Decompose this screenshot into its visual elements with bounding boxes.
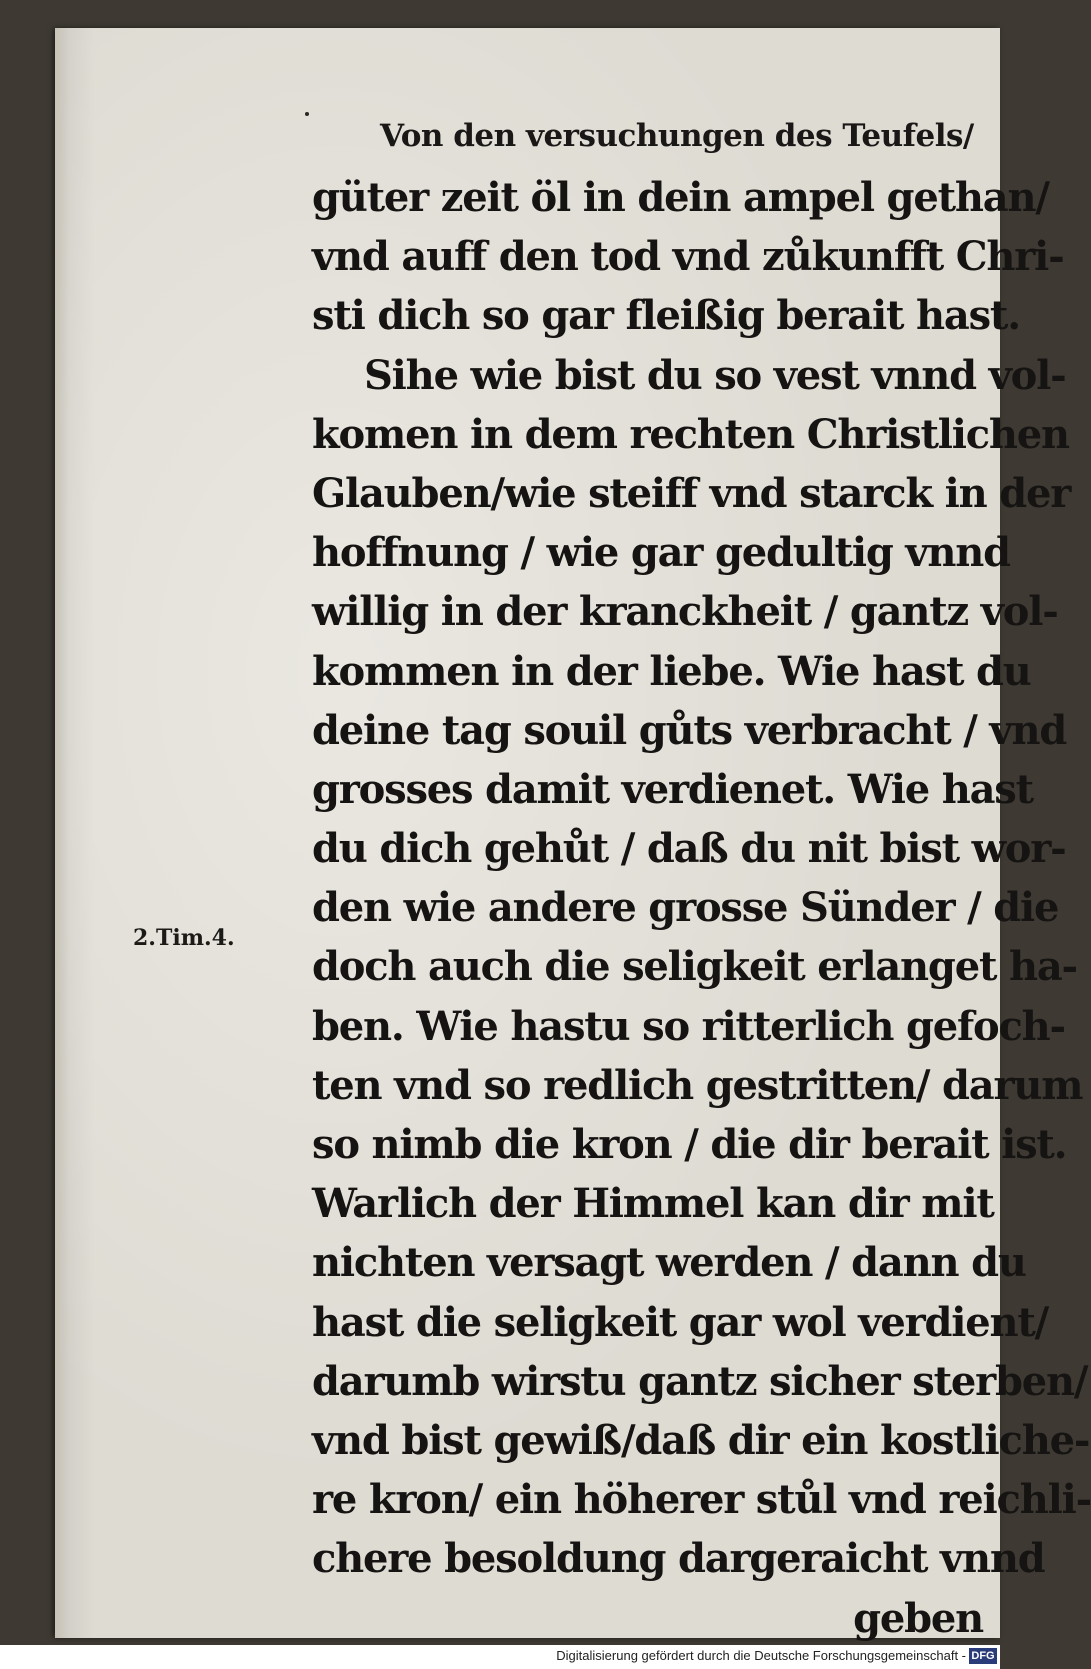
text-line: grosses damit verdienet. Wie hast: [312, 765, 1033, 813]
catchword: geben: [853, 1594, 983, 1642]
text-line: re kron/ ein höherer stůl vnd reichli-: [312, 1476, 1091, 1524]
text-line: den wie andere grosse Sünder / die: [312, 884, 1059, 932]
text-line: nichten versagt werden / dann du: [312, 1239, 1026, 1287]
text-line: chere besoldung dargeraicht vnnd: [312, 1535, 1045, 1583]
text-line: güter zeit öl in dein ampel gethan/: [312, 174, 1049, 221]
text-line: sti dich so gar fleißig berait hast.: [312, 292, 1020, 340]
text-line: ten vnd so redlich gestritten/ darum: [312, 1061, 1083, 1109]
text-line: doch auch die seligkeit erlanget ha-: [312, 943, 1077, 991]
text-line: darumb wirstu gantz sicher sterben/: [312, 1357, 1088, 1405]
running-head: Von den versuchungen des Teufels/: [380, 118, 974, 154]
text-line: hoffnung / wie gar gedultig vnnd: [312, 529, 1010, 577]
text-line: Glauben/wie steiff vnd starck in der: [312, 469, 1071, 517]
page-edge-shadow: [55, 28, 69, 1638]
digitization-credit: Digitalisierung gefördert durch die Deutsche Forschungsgemeinschaft -: [556, 1648, 966, 1663]
dfg-logo: DFG: [969, 1648, 997, 1664]
text-line: so nimb die kron / die dir berait ist.: [312, 1121, 1067, 1168]
text-line: Warlich der Himmel kan dir mit: [312, 1180, 994, 1228]
text-line: du dich gehůt / daß du nit bist wor-: [312, 825, 1066, 873]
ink-dot: [305, 112, 309, 116]
text-line: willig in der kranckheit / gantz vol-: [312, 588, 1058, 636]
marginal-note-reference: 2.Tim.4.: [133, 925, 235, 951]
text-line: ben. Wie hastu so ritterlich gefoch-: [312, 1002, 1065, 1050]
text-line-paragraph-start: Sihe wie bist du so vest vnnd vol-: [364, 351, 1066, 399]
text-line: vnd auff den tod vnd zůkunfft Chri-: [312, 233, 1064, 281]
text-line: vnd bist gewiß/daß dir ein kostliche-: [312, 1416, 1090, 1464]
text-line: hast die seligkeit gar wol verdient/: [312, 1298, 1049, 1346]
text-line: komen in dem rechten Christlichen: [312, 410, 1069, 458]
body-text: [312, 168, 1091, 1648]
text-line: kommen in der liebe. Wie hast du: [312, 647, 1031, 695]
text-line: deine tag souil gůts verbracht / vnd: [312, 706, 1067, 754]
